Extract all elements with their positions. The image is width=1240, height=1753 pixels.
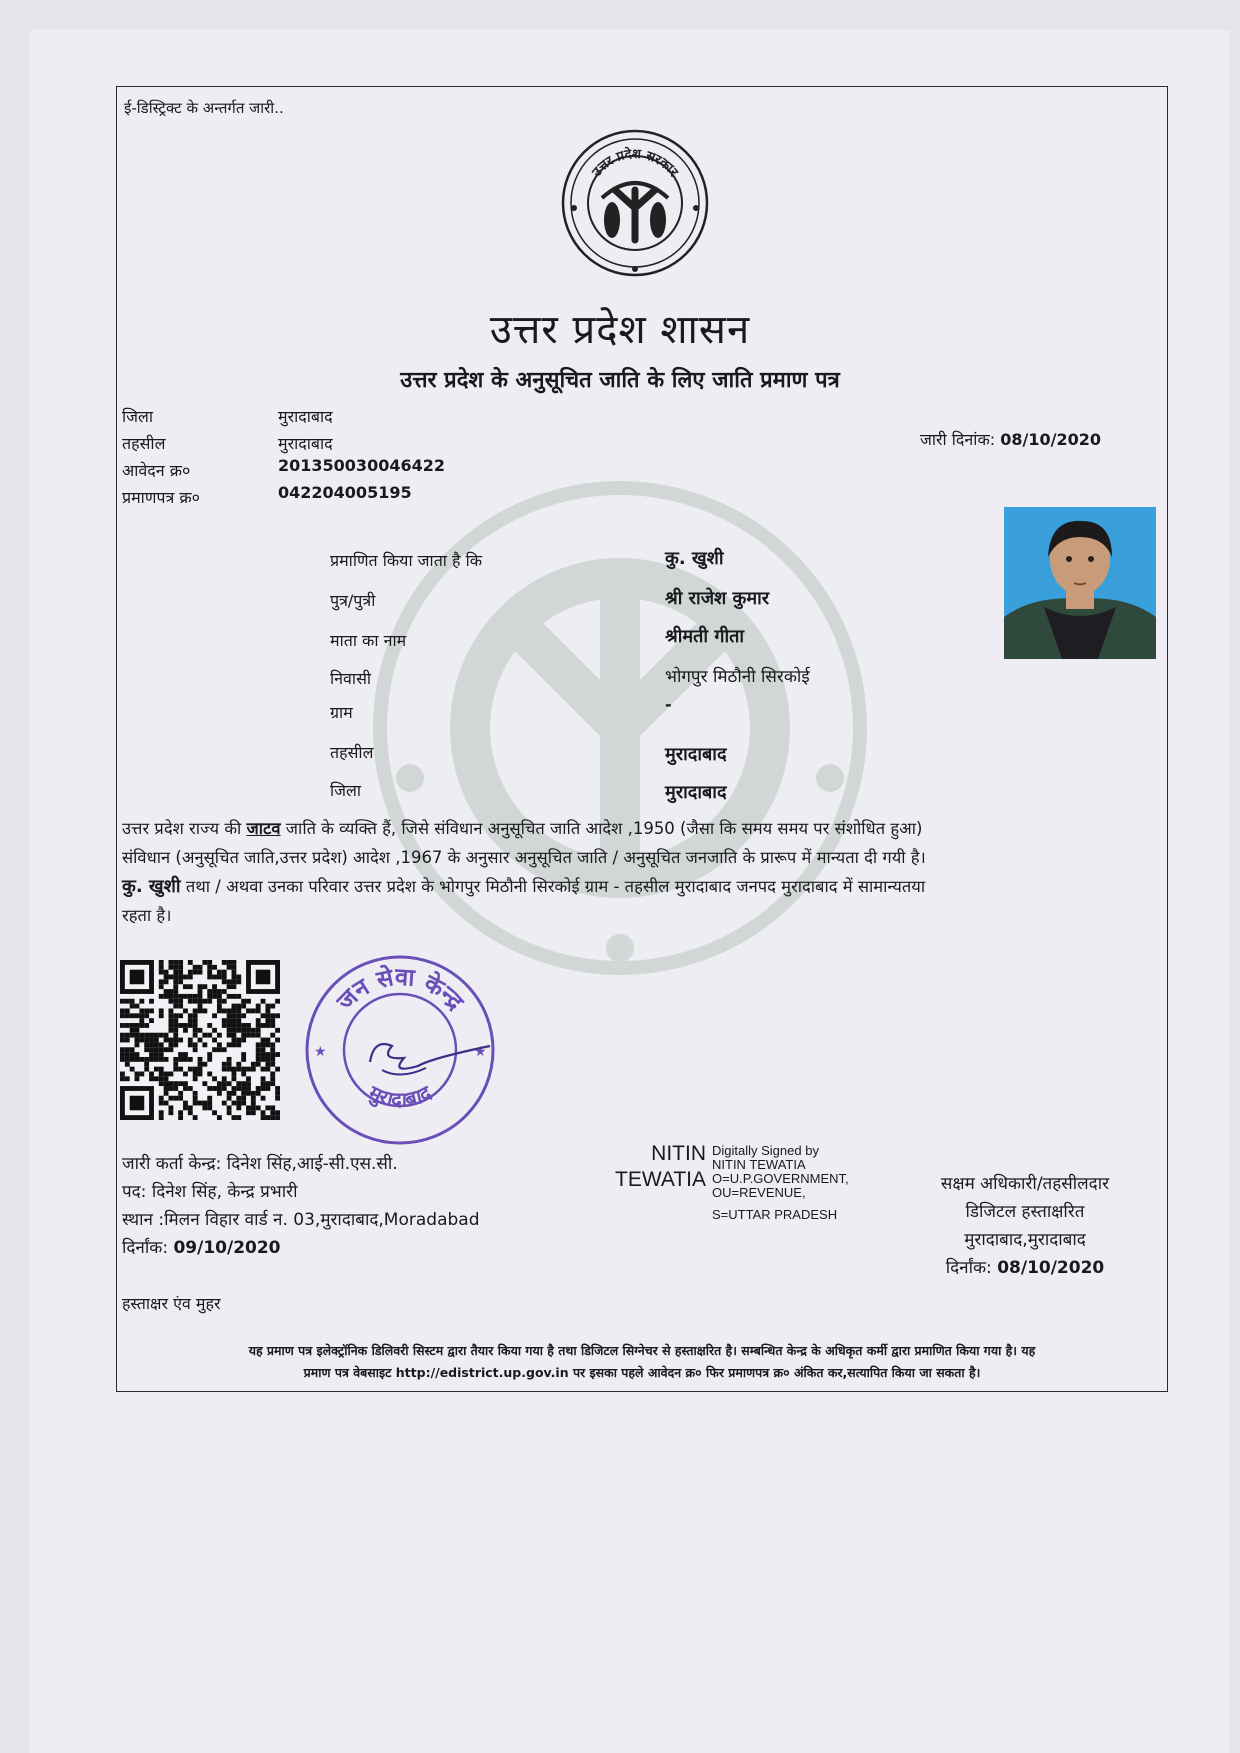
up-government-emblem xyxy=(560,128,710,278)
authority-block xyxy=(900,1170,1150,1282)
detail-label-certified: प्रमाणित किया जाता है कि xyxy=(330,551,483,570)
sig-line-1: Digitally Signed by xyxy=(712,1143,819,1158)
digital-signature-details xyxy=(712,1144,849,1222)
stamp-bottom-text: मुरादाबाद xyxy=(365,1080,435,1112)
footer-line-1: यह प्रमाण पत्र इलेक्ट्रॉनिक डिलिवरी सिस्टम द्वारा तैयार किया गया है तथा डिजिटल सिग्नेचर से हस्ताक्षरित है। सम्बन्धित केन्द्र के अधिकृत कर्मी द्वारा प्रमाणित किया गया है। यह xyxy=(248,1343,1036,1358)
sig-line-3: O=U.P.GOVERNMENT, xyxy=(712,1171,849,1186)
authority-place: मुरादाबाद,मुरादाबाद xyxy=(964,1230,1086,1250)
sig-line-5: S=UTTAR PRADESH xyxy=(712,1207,838,1222)
authority-title: सक्षम अधिकारी/तहसीलदार xyxy=(940,1174,1110,1194)
issuer-block xyxy=(122,1150,480,1262)
issue-date-value: 08/10/2020 xyxy=(1000,430,1101,449)
issuer-date xyxy=(122,1234,480,1262)
issuer-post: पद: दिनेश सिंह, केन्द्र प्रभारी xyxy=(122,1182,298,1202)
tehsil-label: तहसील xyxy=(122,434,166,453)
emblem-arc-text: उत्तर प्रदेश सरकार xyxy=(589,146,681,180)
issuer-place: स्थान :मिलन विहार वार्ड न. 03,मुरादाबाद,Moradabad xyxy=(122,1210,480,1230)
digital-signature-name xyxy=(596,1143,706,1191)
body-line-2: संविधान (अनुसूचित जाति,उत्तर प्रदेश) आदेश ,1967 के अनुसार अनुसूचित जाति / अनुसूचित जनजाति के प्रारूप में मान्यता दी गयी है। xyxy=(122,848,926,867)
header-note: ई-डिस्ट्रिक्ट के अन्तर्गत जारी.. xyxy=(124,99,284,117)
district-value: मुरादाबाद xyxy=(278,407,333,426)
district-label: जिला xyxy=(122,407,154,426)
certificate-value: 042204005195 xyxy=(278,483,412,502)
caste-name: जाटव xyxy=(246,819,281,838)
detail-label-village: ग्राम xyxy=(330,703,353,722)
tehsil-value: मुरादाबाद xyxy=(278,434,333,453)
body-text-1a: उत्तर प्रदेश राज्य की xyxy=(122,819,242,838)
sig-name-line2: TEWATIA xyxy=(615,1168,706,1191)
authority-date xyxy=(900,1254,1150,1282)
jan-seva-kendra-stamp xyxy=(300,950,500,1150)
issue-date xyxy=(920,428,1101,450)
issue-date-label: जारी दिनांक: xyxy=(920,430,996,449)
body-paragraph xyxy=(122,814,1162,930)
detail-value-father: श्री राजेश कुमार xyxy=(665,588,770,609)
sig-name-line1: NITIN xyxy=(651,1142,706,1165)
svg-text:★: ★ xyxy=(474,1044,487,1060)
detail-value-name: कु. खुशी xyxy=(665,548,724,569)
svg-text:मुरादाबाद xyxy=(364,1080,436,1112)
issuer-center: जारी कर्ता केन्द्र: दिनेश सिंह,आई-सी.एस.सी. xyxy=(122,1154,398,1174)
certificate-label: प्रमाणपत्र क्र० xyxy=(122,488,200,507)
applicant-photo xyxy=(1004,507,1156,659)
footer-line-2: प्रमाण पत्र वेबसाइट http://edistrict.up.gov.in पर इसका पहले आवेदन क्र० फिर प्रमाणपत्र क्र० अंकित कर,सत्यापित किया जा सकता है। xyxy=(303,1365,981,1380)
detail-label-district: जिला xyxy=(330,781,362,800)
detail-value-district: मुरादाबाद xyxy=(665,782,727,803)
svg-text:उत्तर प्रदेश सरकार xyxy=(589,146,681,181)
authority-date-label: दिर्नांक: xyxy=(945,1258,992,1278)
authority-signed: डिजिटल हस्ताक्षरित xyxy=(965,1202,1085,1222)
page-title: उत्तर प्रदेश शासन xyxy=(489,307,751,353)
svg-text:★: ★ xyxy=(314,1044,327,1060)
sig-line-4: OU=REVENUE, xyxy=(712,1185,806,1200)
detail-value-resident: भोगपुर मिठौनी सिरकोई xyxy=(665,667,810,687)
body-name: कु. खुशी xyxy=(122,876,181,897)
sign-seal-label: हस्ताक्षर एंव मुहर xyxy=(122,1294,221,1313)
issuer-date-label: दिर्नांक: xyxy=(122,1238,169,1258)
detail-label-mother: माता का नाम xyxy=(330,631,407,650)
detail-label-relation: पुत्र/पुत्री xyxy=(330,591,376,610)
sig-line-2: NITIN TEWATIA xyxy=(712,1157,806,1172)
footer-note xyxy=(120,1340,1164,1384)
stamp-top-text: जन सेवा केन्द्र xyxy=(331,962,470,1016)
issuer-date-value: 09/10/2020 xyxy=(173,1238,281,1258)
application-label: आवेदन क्र० xyxy=(122,461,191,480)
page-subtitle: उत्तर प्रदेश के अनुसूचित जाति के लिए जाति प्रमाण पत्र xyxy=(400,368,840,393)
authority-date-value: 08/10/2020 xyxy=(997,1258,1105,1278)
detail-label-resident: निवासी xyxy=(330,669,372,688)
application-value: 201350030046422 xyxy=(278,456,445,475)
body-text-1b: जाति के व्यक्ति हैं, जिसे संविधान अनुसूचित जाति आदेश ,1950 (जैसा कि समय समय पर संशोधित हुआ) xyxy=(285,819,923,838)
body-line-1 xyxy=(122,814,1162,843)
detail-value-mother: श्रीमती गीता xyxy=(665,626,745,647)
detail-value-tehsil: मुरादाबाद xyxy=(665,744,727,765)
body-text-3a: तथा / अथवा उनका परिवार उत्तर प्रदेश के भोगपुर मिठौनी सिरकोई ग्राम - तहसील मुरादाबाद जनपद मुरादाबाद में सामान्यतया xyxy=(185,877,926,896)
body-line-4: रहता है। xyxy=(122,906,172,925)
qr-code xyxy=(120,960,280,1120)
detail-label-tehsil: तहसील xyxy=(330,743,374,762)
detail-value-village: - xyxy=(665,695,672,714)
body-line-3 xyxy=(122,872,1162,901)
